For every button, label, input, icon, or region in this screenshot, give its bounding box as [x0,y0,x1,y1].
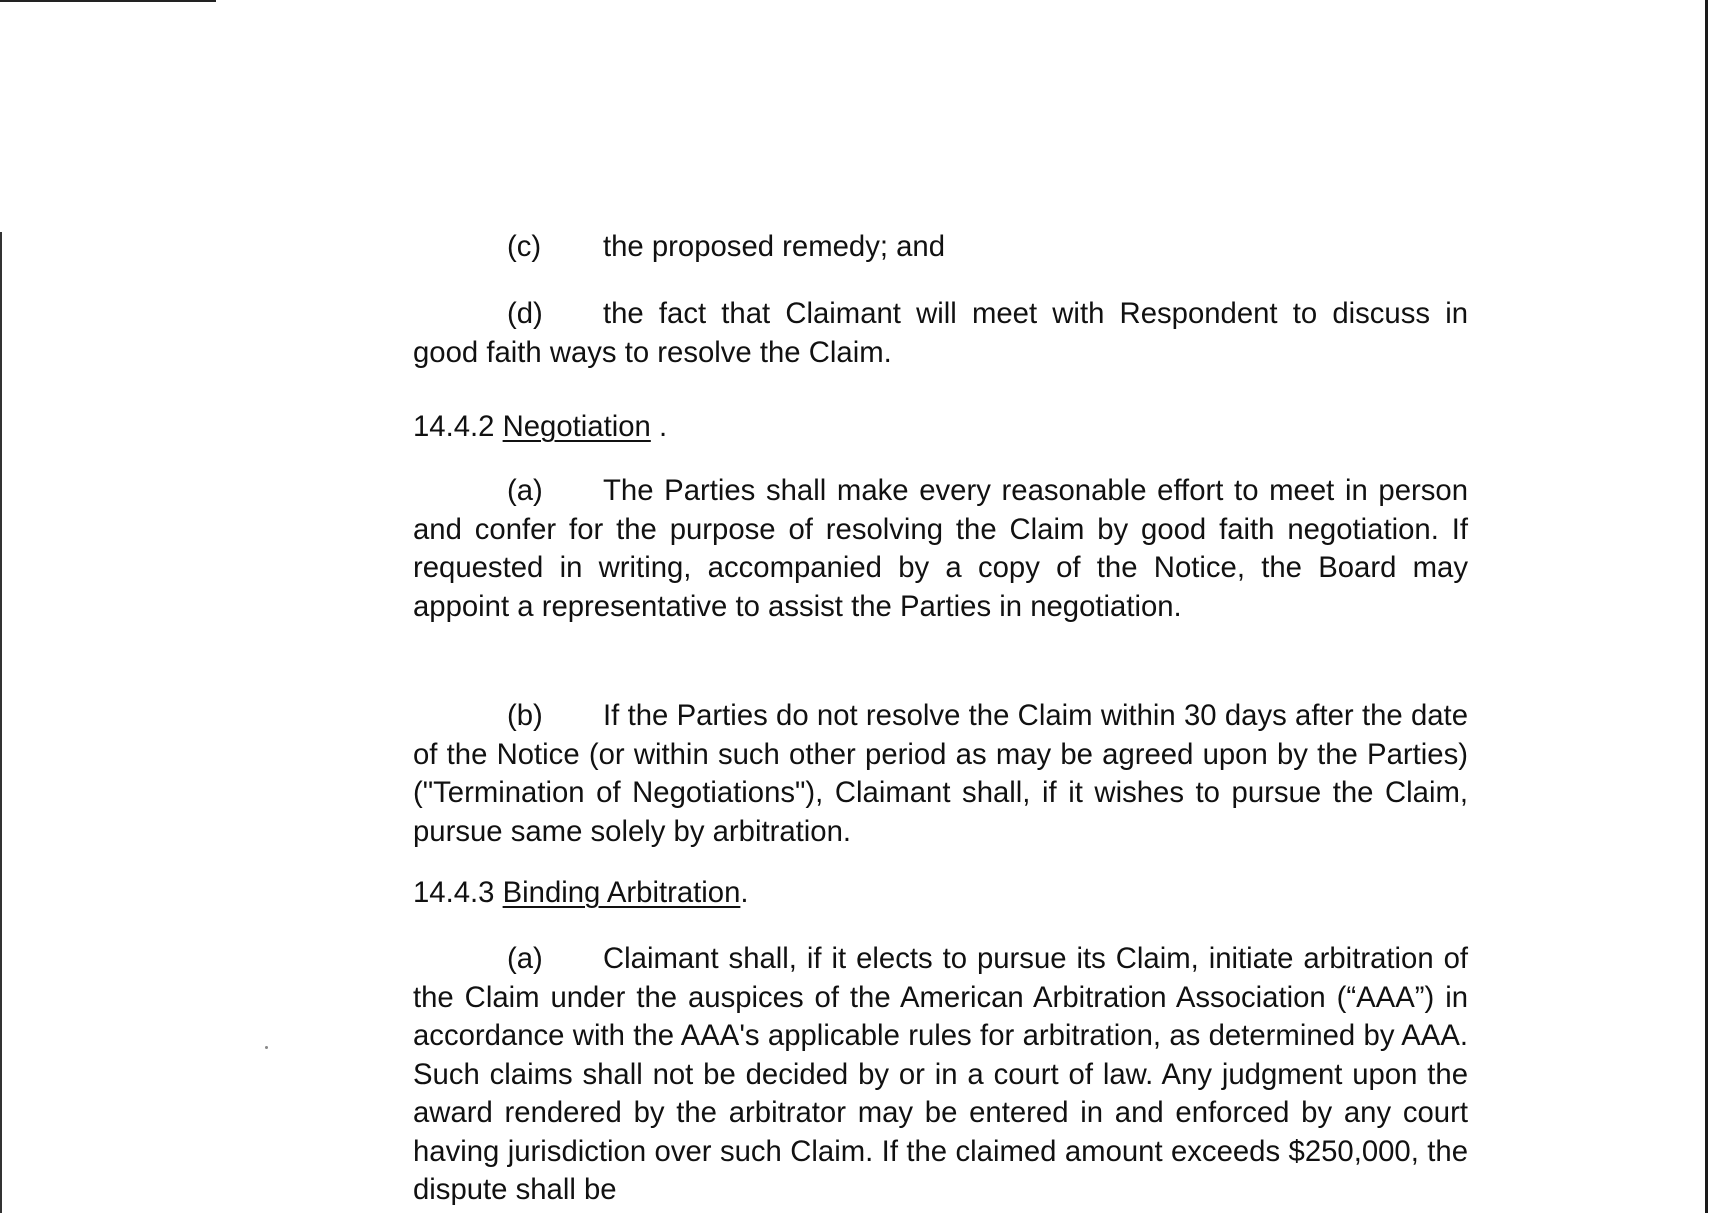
list-item-text: the fact that Claimant will meet with Respondent to discuss in good faith ways to resolve the Claim. [413,297,1468,369]
list-marker: (d) [507,297,543,330]
paragraph-marker: (a) [507,474,543,507]
paragraph-text: Claimant shall, if it elects to pursue its Claim, initiate arbitration of the Claim under the auspices of the American Arbitration Association (“AAA”) in accordance with the AAA's applicable rules for arbitration, as determined by AAA. Such claims shall not be decided by or in a court of law. Any judgment upon the award rendered by the arbitrator may be entered in and enforced by any court having jurisdiction over such Claim. If the claimed amount exceeds $250,000, the dispute shall be [413,942,1468,1206]
scan-border-top [0,0,216,2]
paragraph-negotiation-a [413,472,1468,626]
scan-border-left [0,232,2,1213]
paragraph-marker: (a) [507,942,543,975]
section-title: Negotiation [502,410,651,443]
section-trailing-punctuation: . [650,410,668,443]
section-heading-14-4-2 [413,408,1468,447]
paragraph-text: If the Parties do not resolve the Claim within 30 days after the date of the Notice (or within such other period as may be agreed upon by the Parties) ("Termination of Negotiations"), Claimant shall, if it wishes to pursue the Claim, pursue same solely by arbitration. [413,699,1468,848]
scan-border-right [1705,0,1708,1213]
section-heading-14-4-3 [413,874,1468,913]
list-item-c [413,228,1468,267]
list-marker: (c) [507,230,542,263]
list-item-text: the proposed remedy; and [603,230,946,263]
paragraph-negotiation-b [413,697,1468,851]
section-trailing-punctuation: . [740,876,749,909]
section-title: Binding Arbitration [502,876,741,909]
paragraph-arbitration-a [413,940,1468,1210]
section-number: 14.4.3 [413,876,495,909]
paragraph-marker: (b) [507,699,543,732]
section-number: 14.4.2 [413,410,495,443]
list-item-d [413,295,1468,372]
scan-speck [265,1046,268,1049]
paragraph-text: The Parties shall make every reasonable effort to meet in person and confer for the purpose of resolving the Claim by good faith negotiation. If requested in writing, accompanied by a copy of the Notice, the Board may appoint a representative to assist the Parties in negotiation. [413,474,1468,623]
